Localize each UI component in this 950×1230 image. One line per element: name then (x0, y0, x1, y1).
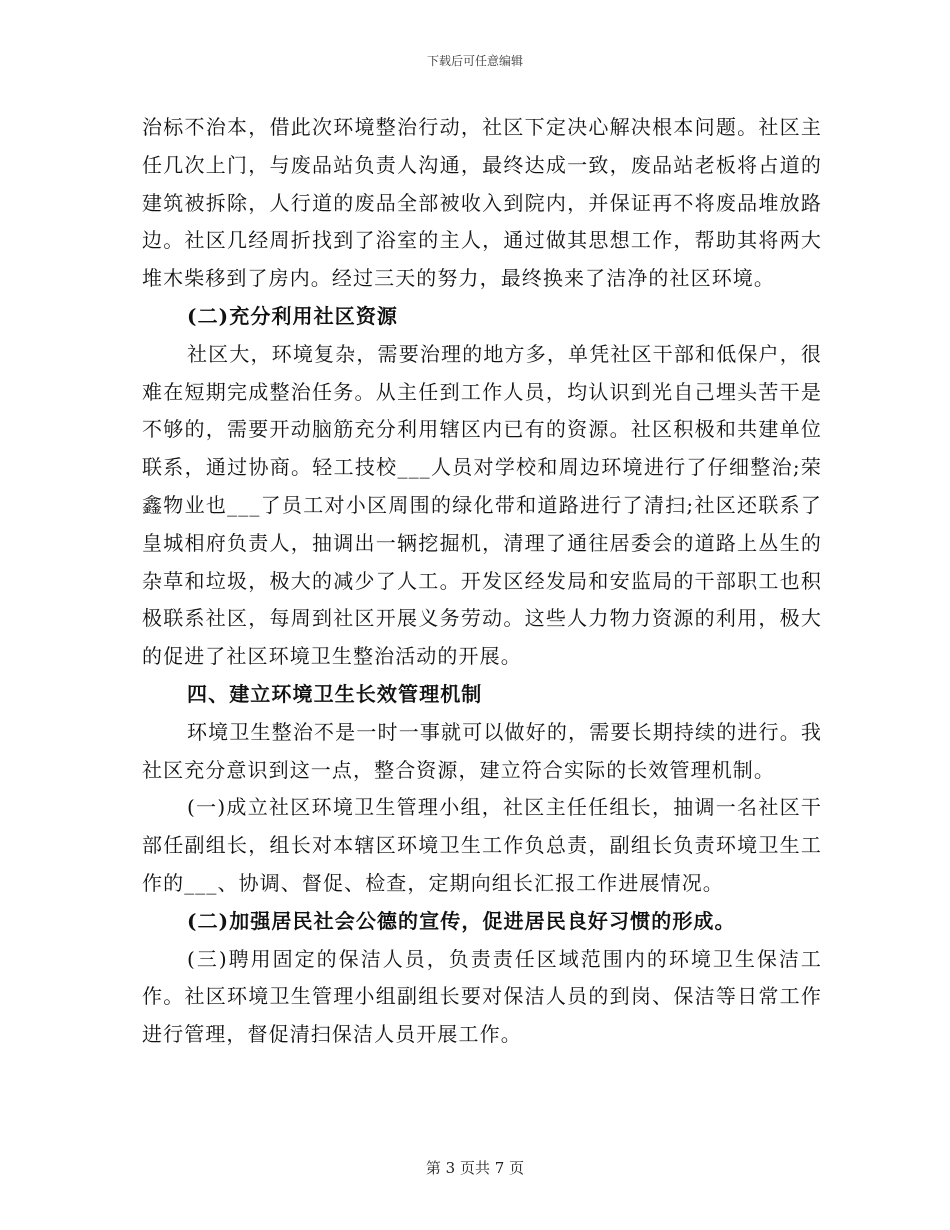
paragraph-resources: 社区大，环境复杂，需要治理的地方多，单凭社区干部和低保户，很难在短期完成整治任务。从主任到工作人员，均认识到光自己埋头苦干是不够的，需要开动脑筋充分利用辖区内已有的资源。社区积极和共建单位联系，通过协商。轻工技校___人员对学校和周边环境进行了仔细整治;荣鑫物业也___了员工对小区周围的绿化带和道路进行了清扫;社区还联系了皇城相府负责人，抽调出一辆挖掘机，清理了通往居委会的道路上丛生的杂草和垃圾，极大的减少了人工。开发区经发局和安监局的干部职工也积极联系社区，每周到社区开展义务劳动。这些人力物力资源的利用，极大的促进了社区环境卫生整治活动的开展。 (142, 341, 822, 669)
section-heading-resources: (二)充分利用社区资源 (187, 303, 399, 328)
paragraph-item-1: (一)成立社区环境卫生管理小组，社区主任任组长，抽调一名社区干部任副组长，组长对本辖区环境卫生工作负总责，副组长负责环境卫生工作的___、协调、督促、检查，定期向组长汇报工作进展情况。 (142, 795, 822, 895)
paragraph-item-3: (三)聘用固定的保洁人员，负责责任区域范围内的环境卫生保洁工作。社区环境卫生管理小组副组长要对保洁人员的到岗、保洁等日常工作进行管理，督促清扫保洁人员开展工作。 (142, 946, 822, 1047)
page-footer: 第 3 页共 7 页 (425, 1159, 525, 1177)
paragraph-mechanism: 环境卫生整治不是一时一事就可以做好的，需要长期持续的进行。我社区充分意识到这一点，整合资源，建立符合实际的长效管理机制。 (142, 719, 822, 782)
paragraph-item-2: (二)加强居民社会公德的宣传，促进居民良好习惯的形成。 (187, 908, 736, 933)
document-body (142, 109, 822, 1054)
section-heading-mechanism: 四、建立环境卫生长效管理机制 (187, 681, 483, 706)
page-header: 下载后可任意编辑 (426, 54, 523, 68)
paragraph-intro: 治标不治本，借此次环境整治行动，社区下定决心解决根本问题。社区主任几次上门，与废品站负责人沟通，最终达成一致，废品站老板将占道的建筑被拆除，人行道的废品全部被收入到院内，并保证再不将废品堆放路边。社区几经周折找到了浴室的主人，通过做其思想工作，帮助其将两大堆木柴移到了房内。经过三天的努力，最终换来了洁净的社区环境。 (142, 115, 822, 291)
